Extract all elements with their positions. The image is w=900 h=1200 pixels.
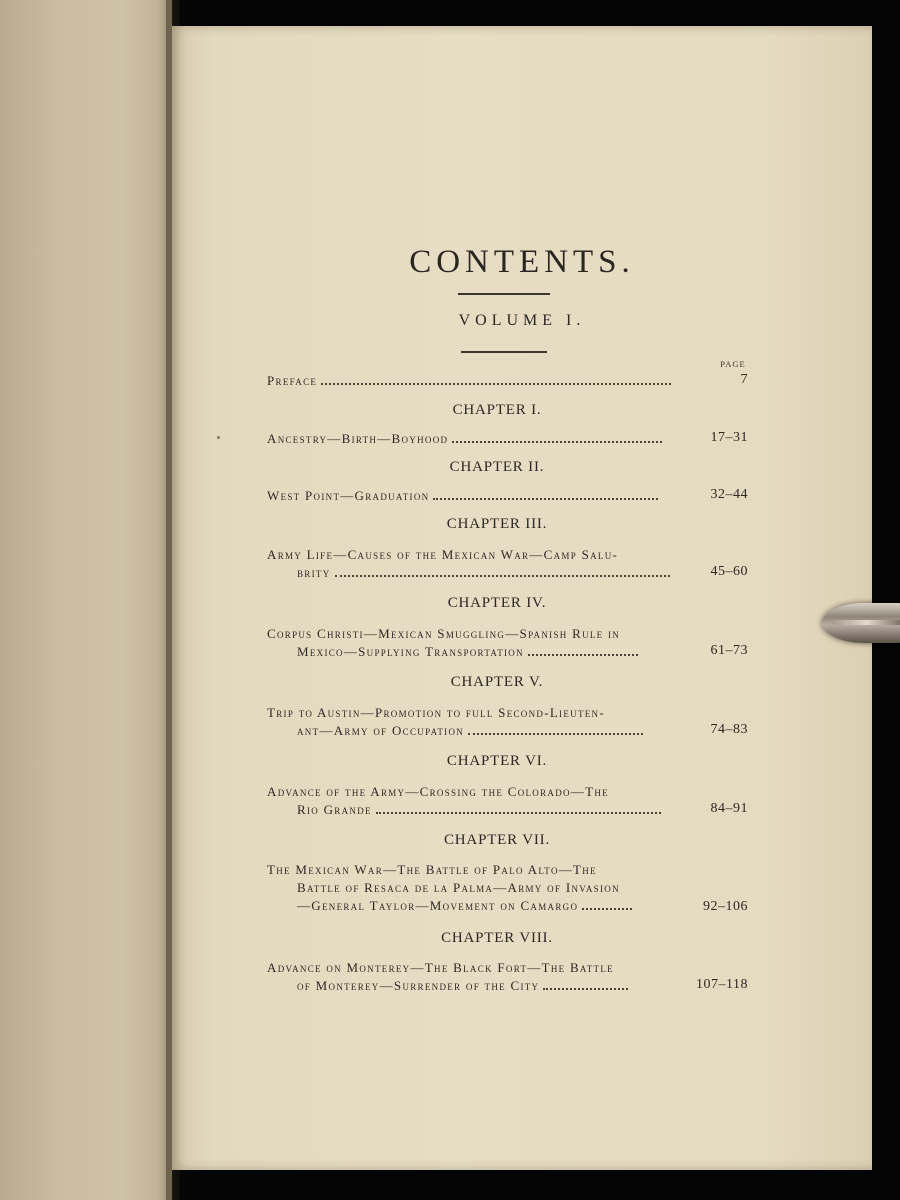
entry-line: Battle of Resaca de la Palma—Army of Invasion (297, 880, 620, 895)
leader-dots (452, 441, 662, 443)
leader-dots (543, 988, 628, 990)
leader-dots (376, 812, 661, 814)
chapter-heading: CHAPTER VII. (444, 832, 550, 848)
entry-line: The Mexican War—The Battle of Palo Alto—The (267, 862, 597, 877)
chapter-heading: CHAPTER I. (452, 402, 542, 418)
entry-line: Trip to Austin—Promotion to full Second-Lieuten- (267, 705, 605, 720)
entry-text: Preface (267, 373, 318, 388)
metal-bookmark (822, 603, 900, 643)
leader-dots (335, 575, 670, 577)
entry-text: ant—Army of Occupation (297, 723, 465, 738)
chapter-heading: CHAPTER V. (450, 674, 544, 690)
volume-rule (461, 351, 547, 353)
chapter-heading: CHAPTER VI. (446, 753, 548, 769)
chapter-entry (267, 783, 687, 819)
chapter-entry (267, 625, 687, 661)
entry-line-continued (267, 643, 687, 661)
chapter-pages: 92–106 (703, 899, 748, 914)
title-rule (458, 293, 550, 295)
chapter-heading: CHAPTER VIII. (441, 930, 553, 946)
leader-dots (468, 733, 643, 735)
preface-entry (267, 372, 687, 390)
chapter-pages: 45–60 (710, 564, 748, 579)
chapter-pages: 61–73 (710, 643, 748, 658)
entry-line-continued (267, 977, 687, 995)
entry-text: —General Taylor—Movement on Camargo (297, 898, 579, 913)
chapter-pages: 84–91 (710, 801, 748, 816)
chapter-entry (267, 861, 687, 915)
chapter-pages: 107–118 (696, 977, 748, 992)
paper-spot (217, 436, 220, 439)
contents-title: CONTENTS. (409, 244, 635, 280)
left-page (0, 0, 172, 1200)
chapter-entry (267, 430, 687, 448)
leader-dots (433, 498, 658, 500)
entry-text: Mexico—Supplying Transportation (297, 644, 524, 659)
leader-dots (321, 383, 671, 385)
entry-text: Rio Grande (297, 802, 372, 817)
entry-line-continued (267, 897, 687, 915)
entry-text: of Monterey—Surrender of the City (297, 978, 540, 993)
entry-text: Ancestry—Birth—Boyhood (267, 431, 449, 446)
entry-line-continued (267, 801, 687, 819)
contents-page (172, 26, 872, 1170)
entry-line: Army Life—Causes of the Mexican War—Camp Salu- (267, 547, 619, 562)
chapter-entry (267, 704, 687, 740)
chapter-pages: 74–83 (710, 722, 748, 737)
leader-dots (528, 654, 638, 656)
entry-text: brity (297, 565, 331, 580)
entry-line: Corpus Christi—Mexican Smuggling—Spanish Rule in (267, 626, 621, 641)
chapter-pages: 32–44 (710, 487, 748, 502)
chapter-heading: CHAPTER IV. (447, 595, 547, 611)
chapter-entry (267, 546, 687, 582)
chapter-entry (267, 959, 687, 995)
entry-line-continued (267, 564, 687, 582)
preface-page: 7 (740, 372, 748, 387)
entry-text: West Point—Graduation (267, 488, 430, 503)
chapter-heading: CHAPTER II. (449, 459, 545, 475)
entry-line-continued (267, 722, 687, 740)
chapter-heading: CHAPTER III. (446, 516, 548, 532)
chapter-pages: 17–31 (710, 430, 748, 445)
volume-title: VOLUME I. (458, 312, 586, 329)
leader-dots (582, 908, 632, 910)
chapter-entry (267, 487, 687, 505)
page-column-label: PAGE (720, 359, 746, 369)
entry-line: Advance of the Army—Crossing the Colorado—The (267, 784, 609, 799)
entry-line: Advance on Monterey—The Black Fort—The Battle (267, 960, 614, 975)
